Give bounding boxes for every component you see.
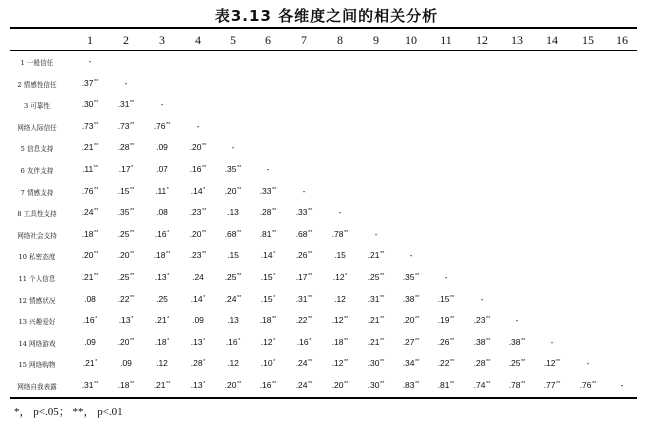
table-cell: .20** [81, 250, 99, 261]
table-cell: .12* [260, 336, 276, 347]
significance-mark: ** [202, 208, 207, 215]
significance-mark: ** [344, 359, 349, 366]
significance-mark: * [95, 316, 98, 323]
table-cell: .38** [508, 336, 526, 347]
table-cell: - [515, 315, 519, 326]
significance-mark: * [238, 337, 241, 344]
row-label: 13 兴趣爱好 [18, 318, 56, 327]
significance-mark: ** [450, 294, 455, 301]
table-cell: .13* [190, 336, 206, 347]
table-cell: .26** [437, 336, 455, 347]
table-cell: .13 [227, 315, 239, 326]
table-cell: .12 [156, 358, 168, 369]
table-cell: .24** [295, 380, 313, 390]
significance-mark: ** [415, 316, 420, 323]
column-header: 1 [87, 33, 93, 47]
significance-mark: ** [130, 229, 135, 236]
table-cell: .24 [192, 272, 204, 282]
significance-mark: ** [380, 316, 385, 323]
significance-mark: * [203, 186, 206, 193]
table-cell: - [550, 336, 554, 347]
significance-mark: * [273, 294, 276, 301]
table-cell: .23** [473, 315, 491, 326]
significance-mark: ** [450, 316, 455, 323]
significance-mark: ** [380, 337, 385, 344]
bottom-rule [10, 397, 637, 399]
table-cell: .21* [154, 315, 170, 326]
table-cell: .09 [156, 142, 168, 153]
table-cell: .25** [224, 272, 242, 282]
significance-mark: ** [237, 229, 242, 236]
table-cell: .15 [227, 250, 239, 261]
significance-mark: * [203, 381, 206, 387]
significance-mark: * [131, 165, 134, 171]
table-cell: .21* [82, 358, 98, 369]
table-cell: .24** [81, 207, 99, 218]
table-cell: .09 [84, 336, 96, 347]
table-cell: - [586, 358, 590, 369]
row-label: 11 个人信息 [18, 275, 56, 283]
table-cell: .28** [259, 207, 277, 218]
significance-mark: ** [450, 359, 455, 366]
significance-mark: * [345, 273, 348, 279]
table-cell: .13* [190, 380, 206, 390]
table-cell: .15** [117, 185, 135, 196]
column-header: 10 [405, 33, 417, 47]
table-cell: .12** [331, 358, 349, 369]
table-cell: .81** [437, 380, 455, 390]
column-header: 13 [511, 33, 523, 47]
table-cell: .20** [224, 185, 242, 196]
significance-mark: * [203, 337, 206, 344]
table-cell: .25** [117, 228, 135, 239]
column-header: 2 [123, 33, 129, 47]
column-header: 11 [440, 33, 452, 47]
table-cell: .16* [296, 336, 312, 347]
table-cell: .07 [156, 164, 168, 174]
table-cell: .16* [154, 228, 170, 239]
significance-mark: ** [380, 381, 385, 387]
significance-mark: ** [130, 381, 135, 387]
significance-mark: ** [308, 229, 313, 236]
table-cell: .25 [156, 293, 168, 304]
significance-mark: * [273, 359, 276, 366]
top-rule [10, 27, 637, 29]
significance-note: *， p<.05； **， p<.01 [14, 406, 123, 418]
column-header: 3 [159, 33, 165, 47]
table-cell: .19** [437, 315, 455, 326]
table-cell: .12* [332, 272, 348, 282]
table-cell: .78** [508, 380, 526, 390]
significance-mark: ** [308, 359, 313, 366]
table-cell: .13* [154, 272, 170, 282]
header-rule [10, 50, 637, 51]
significance-mark: ** [202, 165, 207, 171]
significance-mark: ** [556, 359, 561, 366]
significance-mark: ** [130, 273, 135, 279]
table-cell: - [88, 56, 92, 66]
significance-mark: ** [344, 229, 349, 236]
table-cell: - [302, 185, 306, 196]
table-cell: .13 [227, 207, 239, 218]
significance-mark: ** [272, 381, 277, 387]
significance-mark: ** [130, 100, 135, 107]
table-cell: .08 [156, 207, 168, 218]
table-cell: .28** [473, 358, 491, 369]
significance-mark: ** [237, 186, 242, 193]
table-cell: - [444, 272, 448, 282]
table-cell: .14* [260, 250, 276, 261]
significance-mark: * [309, 337, 312, 344]
table-cell: .26** [295, 250, 313, 261]
significance-mark: ** [94, 100, 99, 107]
significance-mark: ** [344, 316, 349, 323]
table-cell: .16* [82, 315, 98, 326]
row-label: 12 情感状况 [18, 296, 56, 305]
significance-mark: * [167, 316, 170, 323]
table-cell: .25** [508, 358, 526, 369]
significance-mark: ** [94, 208, 99, 215]
table-cell: .20** [402, 315, 420, 326]
table-cell: .21** [367, 315, 385, 326]
significance-mark: ** [308, 208, 313, 215]
table-cell: .16* [225, 336, 241, 347]
significance-mark: ** [415, 381, 420, 387]
table-cell: - [124, 77, 128, 88]
significance-mark: ** [521, 337, 526, 344]
table-cell: .20** [189, 228, 207, 239]
table-cell: .20** [189, 142, 207, 153]
table-cell: .21** [153, 380, 171, 390]
significance-mark: ** [272, 186, 277, 193]
column-header: 12 [476, 33, 488, 47]
significance-mark: * [273, 337, 276, 344]
significance-mark: ** [94, 381, 99, 387]
significance-mark: ** [130, 186, 135, 193]
significance-mark: ** [521, 359, 526, 366]
table-cell: .11** [82, 164, 98, 174]
table-cell: .18** [153, 250, 171, 261]
significance-mark: * [203, 359, 206, 366]
significance-mark: ** [344, 381, 349, 387]
significance-mark: ** [415, 273, 420, 279]
table-cell: - [338, 207, 342, 218]
significance-mark: ** [94, 143, 99, 150]
table-cell: .73** [117, 120, 135, 131]
table-cell: .14* [190, 185, 206, 196]
table-cell: .68** [224, 228, 242, 239]
column-header: 14 [546, 33, 558, 47]
significance-mark: * [273, 251, 276, 258]
table-cell: .28** [117, 142, 135, 153]
column-header: 8 [337, 33, 343, 47]
table-cell: .20** [117, 336, 135, 347]
significance-mark: * [166, 186, 169, 193]
table-cell: .28* [190, 358, 206, 369]
significance-mark: ** [556, 381, 561, 387]
row-label: 3 可靠性 [23, 102, 51, 111]
table-cell: .35** [402, 272, 420, 282]
significance-mark: ** [450, 381, 455, 387]
column-header: 16 [616, 33, 628, 47]
table-cell: - [196, 120, 200, 131]
significance-mark: ** [308, 316, 313, 323]
table-cell: .12** [331, 315, 349, 326]
table-cell: .11* [155, 185, 169, 196]
table-cell: .15* [260, 272, 276, 282]
table-cell: .31** [295, 293, 313, 304]
table-cell: .21** [367, 250, 385, 261]
table-cell: .30** [367, 358, 385, 369]
table-cell: .13* [118, 315, 134, 326]
significance-mark: ** [344, 337, 349, 344]
table-cell: .21** [367, 336, 385, 347]
significance-mark: ** [272, 229, 277, 236]
significance-mark: ** [130, 121, 135, 128]
table-cell: .77** [543, 380, 561, 390]
table-cell: .34** [402, 358, 420, 369]
significance-mark: * [167, 273, 170, 279]
significance-mark: ** [94, 78, 99, 85]
significance-mark: ** [272, 208, 277, 215]
row-label: 8 工具性支持 [17, 210, 57, 219]
table-cell: .38** [402, 293, 420, 304]
significance-mark: * [167, 337, 170, 344]
table-cell: .78** [331, 228, 349, 239]
significance-mark: ** [308, 273, 313, 279]
table-cell: .35** [224, 164, 242, 174]
significance-mark: ** [237, 165, 242, 171]
table-cell: .33** [295, 207, 313, 218]
significance-mark: ** [130, 208, 135, 215]
table-cell: .30** [367, 380, 385, 390]
significance-mark: ** [94, 186, 99, 193]
table-cell: .16** [189, 164, 207, 174]
table-cell: .22** [437, 358, 455, 369]
column-header: 7 [301, 33, 307, 47]
row-label: 网络自我表露 [17, 383, 57, 391]
table-cell: .24** [295, 358, 313, 369]
table-cell: .12** [543, 358, 561, 369]
table-cell: .18** [331, 336, 349, 347]
table-cell: - [231, 142, 235, 153]
table-cell: .10* [260, 358, 276, 369]
table-cell: .18** [117, 380, 135, 390]
table-cell: .74** [473, 380, 491, 390]
significance-mark: ** [130, 251, 135, 258]
row-label: 15 网络购物 [18, 361, 56, 370]
column-header: 4 [195, 33, 201, 47]
significance-mark: ** [415, 359, 420, 366]
significance-mark: ** [486, 359, 491, 366]
significance-mark: ** [237, 381, 242, 387]
significance-mark: ** [93, 165, 98, 171]
row-label: 14 网络游戏 [18, 339, 56, 348]
table-cell: .08 [84, 293, 96, 304]
significance-mark: ** [486, 337, 491, 344]
significance-mark: ** [202, 143, 207, 150]
table-cell: .18** [259, 315, 277, 326]
table-cell: .31** [81, 380, 99, 390]
significance-mark: ** [380, 294, 385, 301]
table-cell: .23** [189, 250, 207, 261]
significance-mark: * [167, 229, 170, 236]
row-label: 10 私密态度 [18, 253, 56, 262]
table-cell: .14* [190, 293, 206, 304]
significance-mark: ** [166, 121, 171, 128]
significance-mark: ** [237, 273, 242, 279]
table-cell: .23** [189, 207, 207, 218]
table-cell: .37** [81, 77, 99, 88]
table-cell: .68** [295, 228, 313, 239]
table-cell: .15* [260, 293, 276, 304]
table-cell: .22** [117, 293, 135, 304]
significance-mark: ** [486, 316, 491, 323]
table-cell: .17* [118, 164, 134, 174]
table-cell: .09 [120, 358, 132, 369]
table-cell: .12 [227, 358, 239, 369]
significance-mark: ** [94, 121, 99, 128]
row-label: 1 一般信任 [20, 59, 54, 67]
significance-mark: ** [166, 381, 171, 387]
table-cell: .33** [259, 185, 277, 196]
significance-mark: ** [130, 337, 135, 344]
table-cell: .35** [117, 207, 135, 218]
table-cell: .73** [81, 120, 99, 131]
significance-mark: * [131, 316, 134, 323]
table-cell: .21** [81, 142, 99, 153]
significance-mark: ** [94, 273, 99, 279]
table-cell: .30** [81, 99, 99, 110]
table-cell: - [480, 293, 484, 304]
table-cell: .16** [259, 380, 277, 390]
table-cell: .20** [331, 380, 349, 390]
significance-mark: * [203, 294, 206, 301]
table-cell: - [160, 99, 164, 110]
table-cell: - [409, 250, 413, 261]
significance-mark: ** [308, 381, 313, 387]
significance-mark: ** [130, 294, 135, 301]
significance-mark: ** [415, 294, 420, 301]
table-cell: .27** [402, 336, 420, 347]
row-label: 7 情感支持 [20, 188, 54, 197]
significance-mark: ** [521, 381, 526, 387]
significance-mark: ** [592, 381, 597, 387]
table-cell: .38** [473, 336, 491, 347]
table-cell: .81** [259, 228, 277, 239]
table-cell: .31** [367, 293, 385, 304]
significance-mark: ** [450, 337, 455, 344]
table-cell: .22** [295, 315, 313, 326]
row-label: 6 友伴支持 [20, 167, 54, 175]
table-cell: .20** [224, 380, 242, 390]
table-cell: .83** [402, 380, 420, 390]
significance-mark: ** [380, 359, 385, 366]
row-label: 2 情感性信任 [17, 80, 57, 89]
table-cell: .15** [437, 293, 455, 304]
table-cell: .25** [117, 272, 135, 282]
significance-mark: ** [202, 229, 207, 236]
significance-mark: ** [308, 251, 313, 258]
table-cell: .17** [295, 272, 313, 282]
significance-mark: ** [94, 251, 99, 258]
table-cell: .20** [117, 250, 135, 261]
table-title: 表3.13 各维度之间的相关分析 [214, 7, 439, 25]
column-header: 6 [265, 33, 271, 47]
table-cell: .09 [192, 315, 204, 326]
table-cell: .76** [81, 185, 99, 196]
significance-mark: ** [380, 273, 385, 279]
column-header: 15 [582, 33, 594, 47]
table-cell: .76** [579, 380, 597, 390]
significance-mark: * [95, 359, 98, 366]
table-cell: - [266, 164, 270, 174]
significance-mark: ** [94, 229, 99, 236]
significance-mark: * [273, 273, 276, 279]
significance-mark: ** [380, 251, 385, 258]
significance-mark: ** [486, 381, 491, 387]
table-cell: .31** [117, 99, 135, 110]
significance-mark: ** [130, 143, 135, 150]
significance-mark: ** [237, 294, 242, 301]
table-cell: - [374, 228, 378, 239]
significance-mark: ** [272, 316, 277, 323]
row-label: 网络人际信任 [17, 123, 57, 132]
row-label: 5 信息支持 [20, 145, 54, 154]
column-header: 5 [230, 33, 236, 47]
row-label: 网络社会支持 [17, 231, 57, 240]
table-cell: .76** [153, 120, 171, 131]
column-header: 9 [373, 33, 379, 47]
significance-mark: ** [166, 251, 171, 258]
table-cell: .18* [154, 336, 170, 347]
table-cell: .18** [81, 228, 99, 239]
significance-mark: ** [202, 251, 207, 258]
table-cell: - [620, 380, 624, 390]
table-cell: .25** [367, 272, 385, 282]
table-cell: .21** [81, 272, 99, 282]
table-cell: .12 [334, 293, 346, 304]
table-cell: .15 [334, 250, 346, 261]
significance-mark: ** [415, 337, 420, 344]
table-cell: .24** [224, 293, 242, 304]
significance-mark: ** [308, 294, 313, 301]
